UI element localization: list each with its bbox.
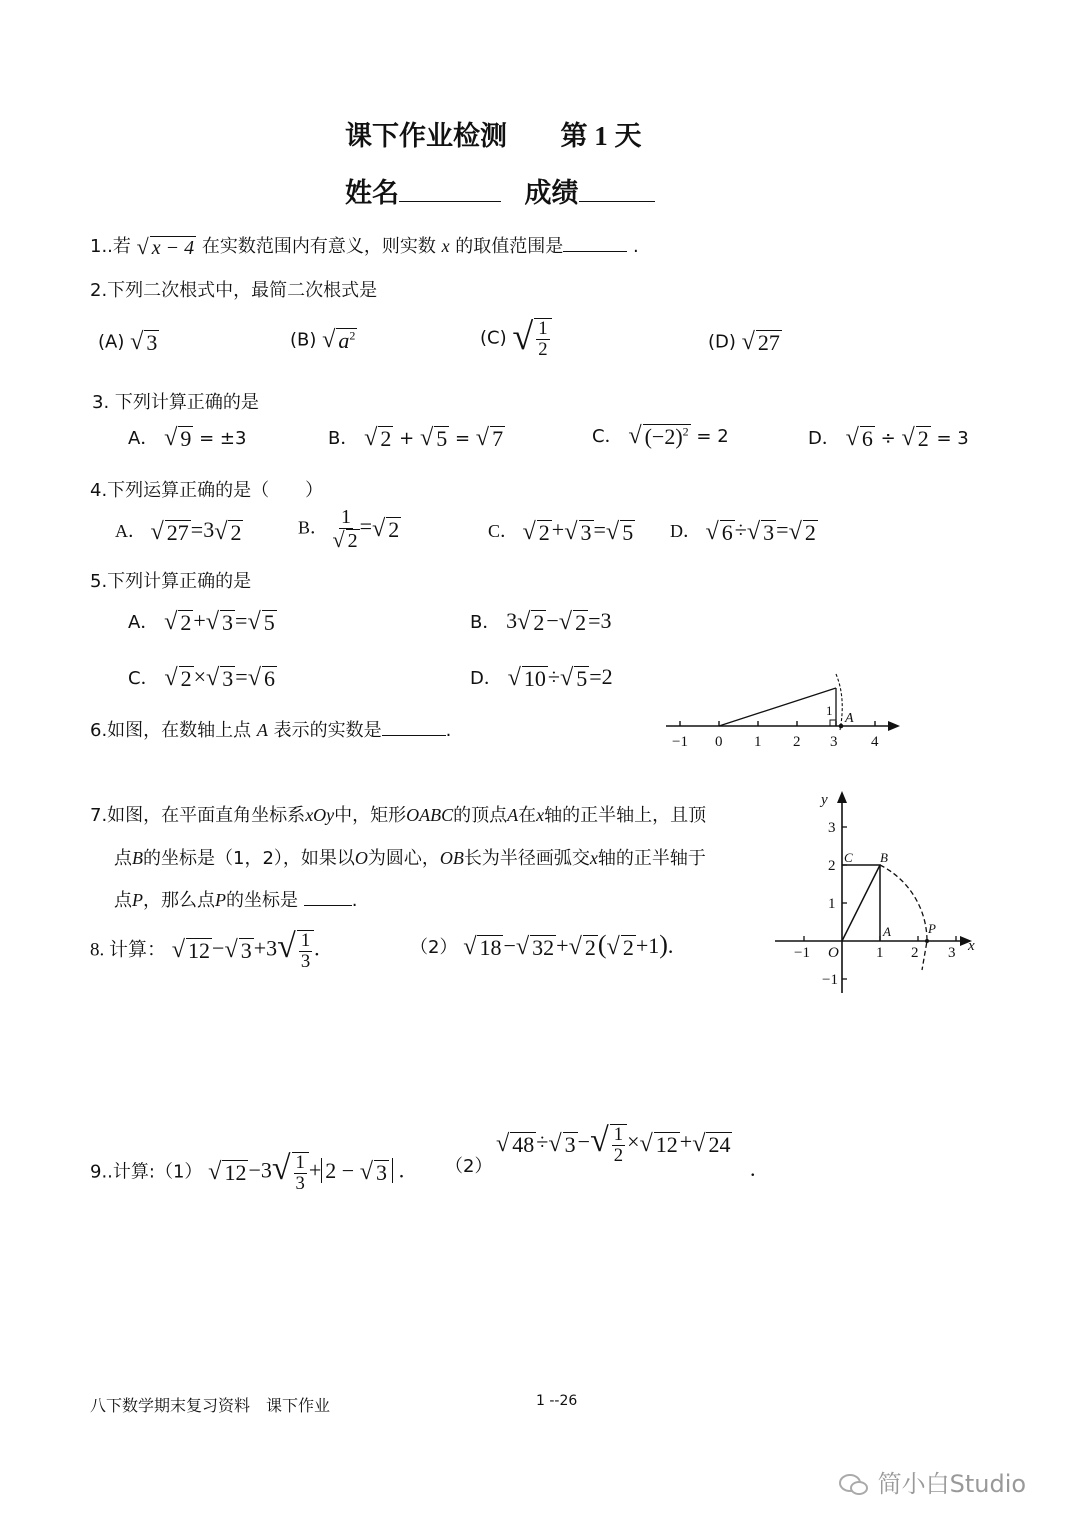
q5-d-sqrt2: √ 5 [559,664,588,692]
q2-a-label: (A) [98,331,125,353]
q9-s1: 48 [512,1132,535,1158]
nl-tick-neg1: −1 [672,734,688,750]
q8-fden: 3 [300,950,311,972]
q4-c-r2: 3 [580,520,592,546]
q7-l2b: 的坐标是（1，2），如果以 [143,848,355,869]
q8-sqrt2a: √ 2 [568,933,596,961]
worksheet-title [345,114,642,153]
q5-a-r1: 2 [180,610,192,636]
q8-sqrt18: √ 18 [463,933,502,961]
nl-tick-0: 0 [715,734,723,750]
q9-times: × [627,1129,640,1155]
q4-b-r: 2 [388,516,400,542]
q9-label: 9..计算:（1） [90,1161,203,1183]
q1-answer-blank[interactable] [563,233,627,252]
question-7-line2 [114,844,706,870]
x-tick-1: 1 [876,945,884,961]
q2-option-c[interactable] [480,318,552,359]
q8-plus: + [556,933,569,958]
q3-a-sqrt: √ 9 [164,424,192,452]
q7-l1d: 在 [518,805,537,826]
nl-arc [836,674,842,730]
q5-b-r2: 2 [575,610,587,636]
q6-end: . [445,720,452,741]
q8-label: 8. 计算： [90,939,167,961]
q2-b-label: (B) [290,329,317,351]
q7-o: O [354,848,368,868]
question-5-stem: 5.下列计算正确的是 [90,571,252,592]
q3-option-d[interactable] [808,424,969,452]
q1-text: 在实数范围内有意义，则实数 [201,236,436,257]
q7-l2c: 为圆心， [367,848,440,869]
q7-l2e: 轴的正半轴于 [597,848,706,869]
q9-sqrt24: √ 24 [692,1130,731,1158]
q7-l3c: 的坐标是 [226,890,298,911]
q9-r2: 3 [376,1159,387,1185]
q8-minus2: − [503,933,516,958]
question-6 [90,716,451,742]
point-p-label: P [928,921,936,936]
q9-sqrt-frac: √ $\frac{1}{3}$ [272,1152,309,1193]
q4-a-r2: 2 [230,520,242,546]
q6-text: 6.如图，在数轴上点 [90,720,252,741]
q9-sqrt12b: √ 12 [639,1130,678,1158]
q9-s2: 3 [564,1132,576,1158]
q9-sqrt-half: √ $\frac{1}{2}$ [590,1124,627,1165]
point-c-label: C [844,850,853,865]
q9-fden: 3 [295,1172,305,1194]
q7-a: A [507,805,519,825]
q4-option-b[interactable] [298,507,401,552]
q3-d-label: D． [808,428,840,449]
title-day: 第 1 天 [560,121,642,151]
q2-b-radicand: a [338,328,350,353]
nl-tick-3: 3 [830,734,838,750]
q3-b-sqrt1: √ 2 [364,424,392,452]
q3-d-r1: 6 [861,426,873,452]
q8-plus1: +1 [635,933,660,958]
q3-option-c[interactable] [592,422,729,450]
q8-fnum: 1 [300,930,311,951]
q8-sqrt12: √ 12 [171,936,211,964]
q7-l1a: 7.如图，在平面直角坐标系 [90,805,306,826]
q5-option-b[interactable] [470,608,612,636]
q5-d-r2: 5 [576,666,588,692]
q5-d-rest: =2 [589,664,613,689]
q9-fnum2: 1 [613,1124,624,1145]
q3-d-sqrt2: √ 2 [901,424,929,452]
arc-ob [880,865,927,970]
coordinate-figure [770,785,985,997]
question-1 [90,232,639,259]
q1-number: 1..若 [90,236,131,257]
q4-a-label: A． [115,521,146,541]
nl-tick-4: 4 [871,734,879,750]
origin-label: O [828,945,839,961]
nl-right-angle [830,720,836,726]
q8-s2: 32 [532,935,555,961]
q2-c-sqrt: √ $\frac{1}{2}$ [512,318,551,359]
y-tick-neg1: −1 [822,972,838,988]
q9-div: ÷ [536,1129,549,1155]
footer-title: 八下数学期末复习资料 课下作业 [90,1396,331,1415]
q5-d-r1: 10 [523,666,546,692]
question-9 [90,1152,404,1193]
q8-dot: . [314,935,320,961]
q3-c-sup: 2 [682,425,689,440]
q3-c-rest: = 2 [696,426,729,447]
q8-lparen: ( [597,930,607,959]
wechat-icon [838,1473,870,1497]
q4-c-sqrt2: √ 3 [564,518,592,546]
q6-text2: 表示的实数是 [273,720,382,741]
score-label: 成绩 [524,178,579,208]
q3-c-radicand: (−2) [644,424,683,450]
q5-b-r1: 2 [533,610,545,636]
q5-b-sqrt1: √ 2 [517,608,545,636]
q5-a-sqrt2: √ 3 [205,608,234,636]
name-score-line [345,171,655,210]
q6-answer-blank[interactable] [382,717,446,736]
q7-l1c: 的顶点 [453,805,508,826]
q5-c-eq: = [235,664,248,689]
q7-l2a: 点 [114,848,132,869]
q9-plus: + [308,1157,322,1183]
q4-a-mid: =3 [190,517,215,542]
nl-tick-2: 2 [793,734,801,750]
q5-d-label: D． [470,668,502,689]
q4-b-num: 1 [341,506,352,528]
nl-tick-1: 1 [754,734,762,750]
q4-c-sqrt1: √ 2 [522,518,550,546]
nl-point-a [839,724,844,729]
q4-option-c[interactable] [488,517,635,545]
y-axis-arrow [837,791,847,803]
q7-oabc: OABC [406,805,454,825]
q3-option-b[interactable] [328,424,505,452]
q5-b-sqrt2: √ 2 [558,608,587,636]
q3-b-r2: 5 [436,426,448,452]
q4-d-sqrt3: √ 2 [788,518,816,546]
q2-d-label: (D) [708,331,736,353]
q7-xoy: xOy [305,805,335,825]
q8-sqrt2b: √ 2 [606,933,634,961]
q9-abs-text: 2 − [325,1157,360,1183]
q2-a-radicand: 3 [146,330,158,355]
q7-l1e: 轴的正半轴上，且顶 [544,805,707,826]
q6-var: A [256,720,268,740]
point-a-label: A [883,924,891,939]
y-axis-label: y [821,792,828,808]
q4-b-den-sqrt: √ 2 [332,527,358,552]
q5-c-label: C． [128,668,159,689]
q7-end: . [351,890,358,911]
q5-d-div: ÷ [547,664,560,689]
q2-option-d[interactable] [708,330,782,355]
q1-radicand: x − 4 [151,236,195,259]
question-7-line3 [114,886,357,912]
q5-c-sqrt2: √ 3 [206,664,234,692]
name-blank[interactable] [399,175,501,202]
q4-b-sqrt: √ 2 [372,514,400,542]
q3-b-plus: + [399,428,415,449]
segment-ob [842,865,880,941]
x-tick-2: 2 [911,945,919,961]
q2-option-b[interactable] [290,328,357,353]
q5-a-plus: + [193,608,206,633]
q5-a-sqrt3: √ 5 [247,608,275,636]
question-4-stem: 4.下列运算正确的是（ ） [90,480,324,501]
q5-c-r2: 3 [222,666,234,692]
q9-sqrt3: √ 3 [359,1157,387,1185]
nl-hypotenuse [719,688,836,726]
name-label: 姓名 [345,178,399,208]
q5-c-r1: 2 [180,666,192,692]
q4-b-den: 2 [347,530,358,552]
q5-c-sqrt3: √ 6 [247,664,275,692]
q7-l2d: 长为半径画弧交 [463,848,590,869]
q3-b-sqrt3: √ 7 [475,424,504,452]
q5-d-sqrt1: √ 10 [507,664,546,692]
question-3-stem: 3. 下列计算正确的是 [92,392,259,413]
q8-plus3: +3 [253,935,278,961]
q2-option-a[interactable] [98,330,159,355]
q9-s4: 24 [708,1132,731,1158]
q3-option-a[interactable] [128,424,246,452]
q2-d-sqrt: √ 27 [741,328,780,355]
q4-d-div: ÷ [734,517,747,542]
q3-b-r3: 7 [492,426,504,452]
q4-c-r1: 2 [538,520,550,546]
q8-s3: 2 [584,935,596,961]
q7-p2: P [215,890,226,910]
q3-b-r1: 2 [380,426,392,452]
q7-ob: OB [439,848,464,868]
q2-b-sqrt: √ $a^2$ [322,326,356,353]
q7-l1b: 中，矩形 [334,805,407,826]
watermark-text: 简小白Studio [877,1470,1027,1498]
q4-a-sqrt1: √ 27 [150,518,189,546]
q8-s1: 18 [479,935,502,961]
q4-d-sqrt2: √ 3 [746,518,775,546]
q5-a-eq: = [235,608,248,633]
q1-end: . [633,236,639,257]
q9-sqrt48: √ 48 [496,1130,535,1158]
q3-c-label: C． [592,426,623,447]
q3-a-radicand: 9 [180,426,192,452]
q9-abs [321,1158,393,1183]
q9-fden2: 2 [613,1144,624,1166]
q3-d-r2: 2 [917,426,929,452]
y-tick-3: 3 [828,820,836,836]
q4-c-r3: 5 [622,520,634,546]
q4-d-r2: 3 [763,520,775,546]
y-tick-2: 2 [828,858,836,874]
q1-text2: 的取值范围是 [455,236,564,257]
number-line-figure [660,668,910,756]
question-8-part2 [410,930,673,961]
q7-p: P [132,890,143,910]
q4-d-label: D． [670,521,701,541]
q5-a-r3: 5 [263,610,275,636]
q1-sqrt: √ x − 4 [136,233,195,259]
q5-c-times: × [193,664,207,689]
q9-minus3: −3 [248,1157,272,1183]
q5-a-r2: 3 [222,610,234,636]
x-tick-3: 3 [948,945,956,961]
q5-c-sqrt1: √ 2 [164,664,192,692]
page-number: 1 --26 [536,1393,578,1409]
q4-c-sqrt3: √ 5 [605,518,634,546]
q9-s3: 12 [655,1132,678,1158]
q4-c-eq: = [593,517,606,542]
q4-option-d[interactable] [670,517,818,545]
q7-x: x [536,805,545,825]
q5-option-c[interactable] [128,664,277,692]
number-line-arrow [888,721,900,731]
q3-d-div: ÷ [880,428,896,449]
q8-r2: 3 [240,938,252,964]
q2-c-den: 2 [538,338,548,360]
q1-var: x [441,236,450,256]
q8-sqrt32: √ 32 [515,933,555,961]
q8-label2: （2） [410,937,458,958]
point-b-label: B [880,850,888,865]
q5-b-minus: − [546,608,559,633]
q2-c-label: (C) [480,327,507,349]
q9-r1: 12 [224,1160,247,1186]
q7-x2: x [589,848,598,868]
q8-r1: 12 [188,938,211,964]
q2-c-num: 1 [538,318,548,339]
point-p [925,939,929,943]
q2-b-sup: 2 [349,328,356,343]
q7-l3b: ，那么点 [143,890,215,911]
question-9-part2 [496,1124,732,1165]
q4-b-fraction [333,507,360,552]
q5-option-d[interactable] [470,664,613,692]
q4-d-eq: = [776,517,789,542]
q9-sqrt3b: √ 3 [548,1130,576,1158]
nl-height-label: 1 [826,703,833,718]
q4-d-r1: 6 [721,520,733,546]
q8-minus: − [212,935,225,961]
nl-point-label: A [845,711,854,726]
q9-fnum: 1 [295,1152,305,1173]
q8-s4: 2 [622,935,634,961]
q4-d-sqrt1: √ 6 [705,518,733,546]
q3-d-sqrt1: √ 6 [845,424,873,452]
q3-d-rest: = 3 [936,428,969,449]
q4-a-sqrt2: √ 2 [214,518,242,546]
q8-sqrt-frac: √ $\frac{1}{3}$ [277,930,314,971]
x-tick-neg1: −1 [794,945,810,961]
q3-a-rest: = ±3 [199,428,247,449]
question-2-stem: 2.下列二次根式中，最简二次根式是 [90,280,378,301]
q5-c-r3: 6 [264,666,275,692]
q8-sqrt3: √ 3 [224,936,252,964]
title-main: 课下作业检测 [345,121,507,151]
q4-b-label: B． [298,517,329,538]
q4-d-r3: 2 [804,520,816,546]
q4-c-plus: + [551,517,565,542]
q4-c-label: C． [488,521,519,541]
question-7-line1 [90,801,706,827]
q9-label2: （2） [445,1156,493,1177]
y-tick-1: 1 [828,896,836,912]
q5-option-a[interactable] [128,608,277,636]
q2-a-sqrt: √ 3 [130,328,158,355]
q2-d-radicand: 27 [757,330,780,355]
q7-b: B [132,848,143,868]
q3-b-eq: = [454,428,471,449]
q9-plus2: + [679,1129,693,1155]
q4-b-eq: = [359,513,373,539]
score-blank[interactable] [579,175,655,202]
q5-b-pre: 3 [506,608,518,633]
q7-l3a: 点 [114,890,132,911]
q3-a-label: A． [128,428,159,449]
q5-b-rest: =3 [588,608,612,633]
q9-dot: . [398,1157,405,1183]
q4-a-r1: 27 [166,520,189,546]
q7-answer-blank[interactable] [304,887,352,906]
q9-sqrt12: √ 12 [208,1158,247,1186]
q5-a-label: A． [128,612,159,633]
q8-rparen: ) [659,930,668,959]
q5-a-sqrt1: √ 2 [164,608,192,636]
watermark [838,1464,1026,1499]
q8-dot2: . [667,933,674,958]
x-axis-label: x [968,938,975,954]
q5-b-label: B． [470,612,501,633]
question-8 [90,930,320,971]
q4-option-a[interactable] [115,517,243,545]
q9-dot2: . [750,1156,756,1181]
q3-c-sqrt: √ $(-2)^2$ [628,422,689,450]
q3-b-label: B． [328,428,359,449]
q9-minus: − [577,1129,591,1155]
q3-b-sqrt2: √ 5 [419,424,448,452]
